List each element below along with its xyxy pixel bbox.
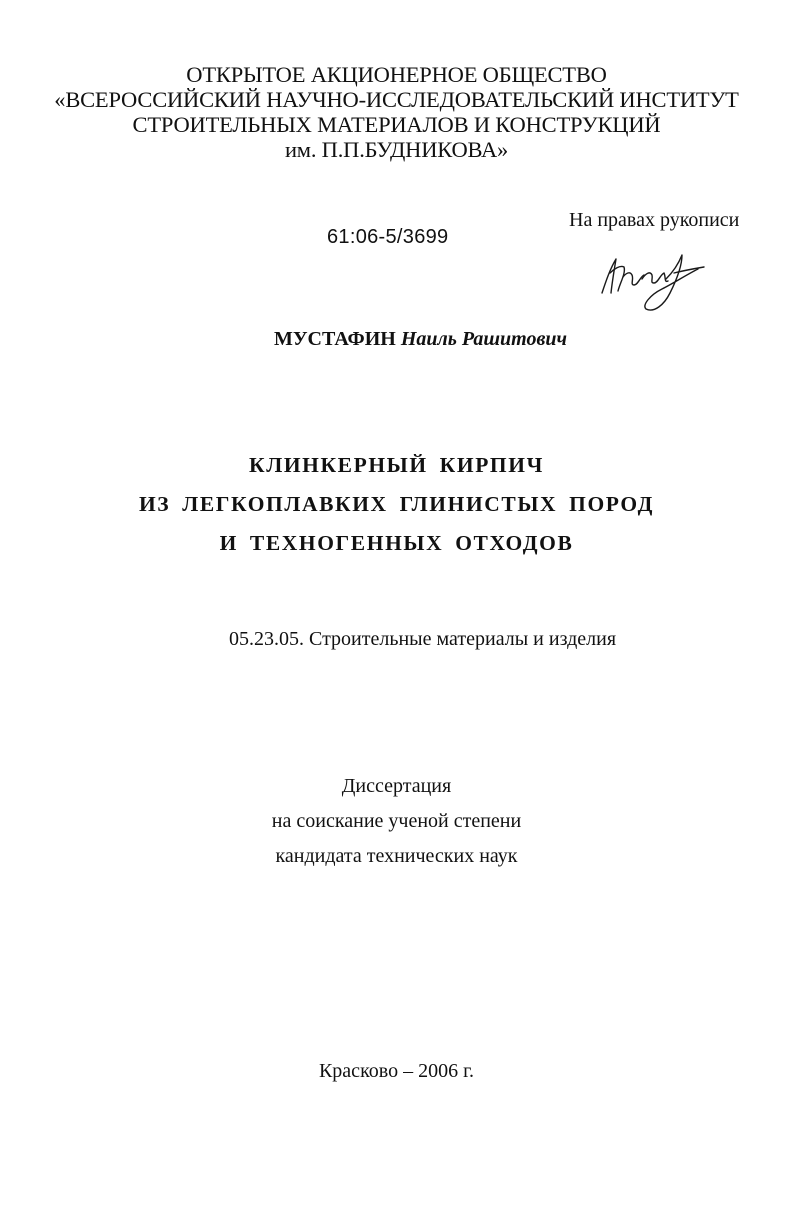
rights-notice: На правах рукописи [569, 209, 740, 231]
author-surname: МУСТАФИН [274, 328, 396, 350]
title-line: И ТЕХНОГЕННЫХ ОТХОДОВ [219, 531, 574, 555]
thesis-line: Диссертация [341, 775, 452, 797]
thesis-line: на соискание ученой степени [271, 810, 522, 832]
organization-line: СТРОИТЕЛЬНЫХ МАТЕРИАЛОВ И КОНСТРУКЦИЙ [132, 112, 661, 137]
organization-line: «ВСЕРОССИЙСКИЙ НАУЧНО-ИССЛЕДОВАТЕЛЬСКИЙ ИНСТИТУТ [54, 87, 739, 112]
author-name [274, 328, 567, 351]
thesis-statement [0, 769, 793, 874]
organization-line: им. П.П.БУДНИКОВА» [284, 137, 509, 162]
dissertation-title [0, 446, 793, 563]
organization-header [0, 62, 793, 162]
catalog-number: 61:06-5/3699 [327, 226, 449, 248]
specialty-code: 05.23.05. Строительные материалы и изделия [229, 628, 617, 650]
thesis-line: кандидата технических наук [275, 845, 518, 867]
author-given-names: Наиль Рашитович [400, 328, 567, 350]
title-line: КЛИНКЕРНЫЙ КИРПИЧ [249, 453, 544, 477]
organization-line: ОТКРЫТОЕ АКЦИОНЕРНОЕ ОБЩЕСТВО [186, 62, 607, 87]
place-and-year: Красково – 2006 г. [318, 1060, 475, 1082]
title-line: ИЗ ЛЕГКОПЛАВКИХ ГЛИНИСТЫХ ПОРОД [138, 492, 655, 516]
handwritten-signature [590, 243, 710, 319]
